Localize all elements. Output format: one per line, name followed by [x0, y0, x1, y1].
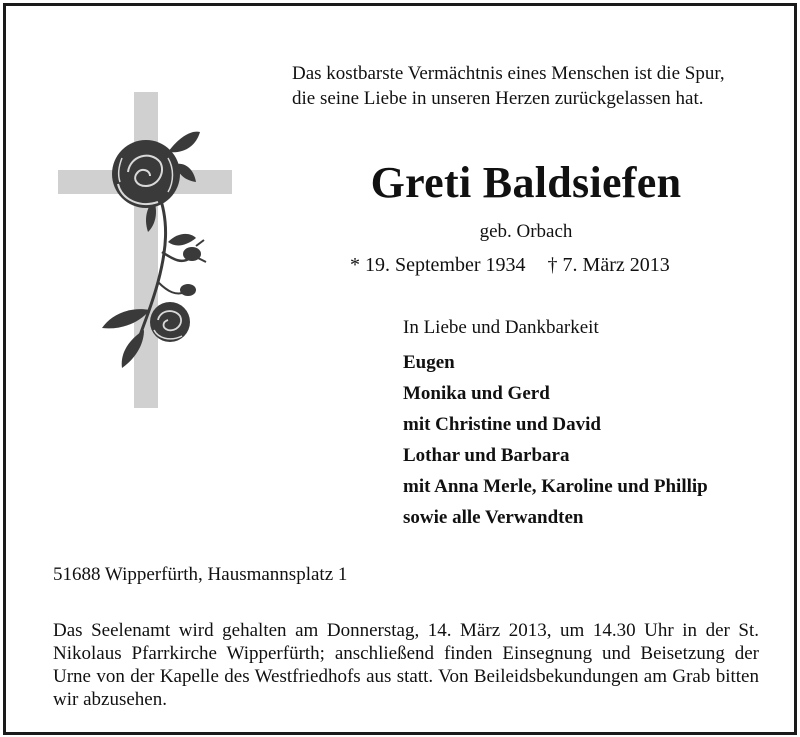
quote-line-1: Das kostbarste Vermächtnis eines Menschen ist die Spur, — [292, 63, 725, 84]
cross-vertical-beam — [134, 92, 158, 408]
quote-line-2: die seine Liebe in unseren Herzen zurückgelassen hat. — [292, 88, 704, 109]
cross-with-roses-icon — [58, 92, 238, 408]
mourner-line: sowie alle Verwandten — [403, 507, 584, 528]
mourner-line: mit Anna Merle, Karoline und Phillip — [403, 476, 708, 497]
death-date: † 7. März 2013 — [547, 254, 670, 276]
life-dates — [350, 252, 770, 278]
family-address: 51688 Wipperfürth, Hausmannsplatz 1 — [53, 564, 348, 585]
mourner-line: Lothar und Barbara — [403, 445, 570, 466]
mourners-list — [403, 347, 708, 533]
mourner-line: mit Christine und David — [403, 414, 601, 435]
mourners-intro: In Liebe und Dankbarkeit — [403, 317, 599, 338]
mourner-line: Monika und Gerd — [403, 383, 550, 404]
deceased-name: Greti Baldsiefen — [370, 158, 682, 207]
service-notice: Das Seelenamt wird gehalten am Donnerstag, 14. März 2013, um 14.30 Uhr in der St. Nikolaus Pfarrkirche Wipperfürth; anschließend finden Einsegnung und Beisetzung der Urne von der Kapelle des Westfriedhofs aus statt. Von Beileidsbekundungen am Grab bitten wir abzusehen. — [53, 620, 759, 710]
mourner-line: Eugen — [403, 352, 455, 373]
memorial-quote — [292, 61, 772, 111]
obituary-card — [3, 3, 797, 735]
maiden-name: geb. Orbach — [479, 221, 573, 242]
birth-date: * 19. September 1934 — [350, 254, 526, 276]
